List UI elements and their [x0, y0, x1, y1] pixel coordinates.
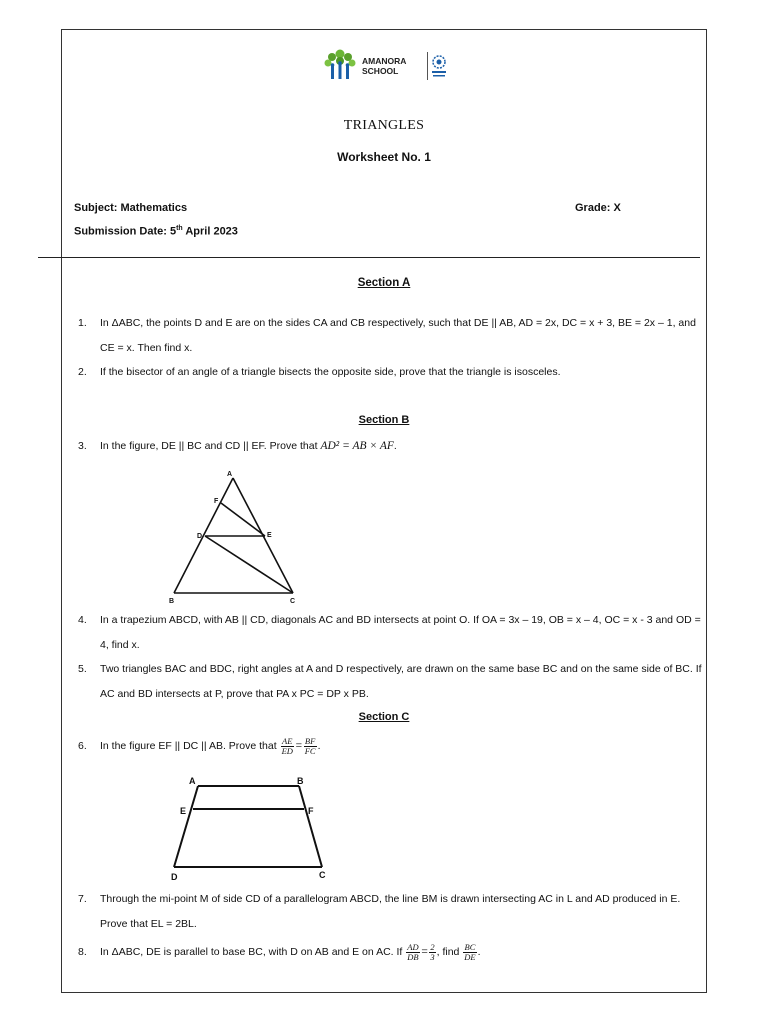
question-text: In a trapezium ABCD, with AB || CD, diagonals AC and BD intersects at point O. If OA = 3x – 19, OB = x – 4, OC = x - 3 and OD = 4, find x.: [100, 614, 701, 651]
fraction-2-3: $\frac{2}{3}$: [430, 941, 435, 962]
fraction-ad-db: $\frac{AD}{DB}$: [407, 941, 419, 962]
label-f: F: [214, 498, 219, 505]
math-expression: AD² = AB × AF: [320, 440, 394, 452]
worksheet-number: Worksheet No. 1: [337, 150, 431, 164]
figure-trapezium-abcd: [165, 770, 335, 885]
question-number: 7.: [78, 893, 87, 905]
question-8: 8. In ΔABC, DE is parallel to base BC, with D on AB and E on AC. If $\frac{AD}{DB}$ = $\frac{2}{3}$ , find $\frac{BC}{DE}$ .: [78, 940, 706, 965]
question-5: [78, 657, 706, 706]
header-rule: [38, 257, 700, 258]
question-text: If the bisector of an angle of a triangle bisects the opposite side, prove that the triangle is isosceles.: [100, 366, 561, 378]
grade-label: Grade: X: [575, 202, 621, 214]
question-1: [78, 311, 706, 360]
fraction-ae-ed: $\frac{AE}{ED}$: [281, 735, 293, 756]
question-2: [78, 360, 706, 385]
question-4: [78, 608, 706, 657]
worksheet-title: TRIANGLES: [343, 118, 425, 133]
school-name: AMANORA SCHOOL: [362, 56, 407, 76]
question-number: 4.: [78, 614, 87, 626]
section-c-heading: Section C: [358, 711, 410, 723]
logo-divider: [427, 52, 428, 80]
label-c: C: [290, 598, 296, 605]
subject-label: Subject: Mathematics: [74, 202, 188, 214]
label-b: B: [297, 776, 304, 786]
question-text: In ΔABC, DE is parallel to base BC, with D on AB and E on AC. If: [100, 946, 406, 958]
question-3: 3. In the figure, DE || BC and CD || EF. Prove that AD² = AB × AF.: [78, 434, 706, 459]
question-text: Through the mi-point M of side CD of a parallelogram ABCD, the line BM is drawn intersecting AC in L and AD produced in E. Prove that EL = 2BL.: [100, 893, 681, 930]
label-a: A: [189, 776, 196, 786]
question-7: [78, 887, 706, 936]
label-d: D: [197, 533, 203, 540]
section-a-heading: Section A: [357, 277, 411, 289]
question-number: 3.: [78, 440, 87, 452]
question-text: In ΔABC, the points D and E are on the sides CA and CB respectively, such that DE || AB, AD = 2x, DC = x + 3, BE = 2x – 1, and CE = x. Then find x.: [100, 317, 696, 354]
label-e: E: [180, 806, 187, 816]
page-border: [61, 29, 707, 993]
section-b-heading: Section B: [358, 414, 410, 426]
label-c: C: [319, 870, 326, 880]
fraction-bf-fc: $\frac{BF}{FC}$: [304, 735, 316, 756]
question-text: In the figure EF || DC || AB. Prove that: [100, 740, 280, 752]
line-bc: [299, 786, 322, 867]
question-number: 2.: [78, 366, 87, 378]
submission-date: Submission Date: 5th April 2023: [74, 225, 238, 238]
label-b: B: [169, 598, 175, 605]
label-a: A: [227, 471, 233, 478]
label-e: E: [267, 532, 272, 539]
question-number: 1.: [78, 317, 87, 329]
school-logo: [320, 49, 450, 83]
line-fe: [221, 503, 265, 536]
line-ad: [174, 786, 198, 867]
line-dc: [205, 536, 293, 593]
fraction-bc-de: $\frac{BC}{DE}$: [464, 941, 476, 962]
question-text: Two triangles BAC and BDC, right angles at A and D respectively, are drawn on the same base BC and on the same side of BC. If AC and BD intersects at P, prove that PA x PC = DP x PB.: [100, 663, 702, 700]
question-number: 8.: [78, 946, 87, 958]
tree-logo-icon: [320, 49, 360, 83]
figure-triangle-abc: [165, 466, 305, 608]
question-number: 5.: [78, 663, 87, 675]
question-number: 6.: [78, 740, 87, 752]
ryan-emblem-icon: [431, 53, 447, 79]
label-d: D: [171, 872, 178, 882]
question-text: In the figure, DE || BC and CD || EF. Prove that: [100, 440, 321, 452]
question-6: 6. In the figure EF || DC || AB. Prove that $\frac{AE}{ED}$ = $\frac{BF}{FC}$ .: [78, 734, 706, 759]
label-f: F: [308, 806, 314, 816]
